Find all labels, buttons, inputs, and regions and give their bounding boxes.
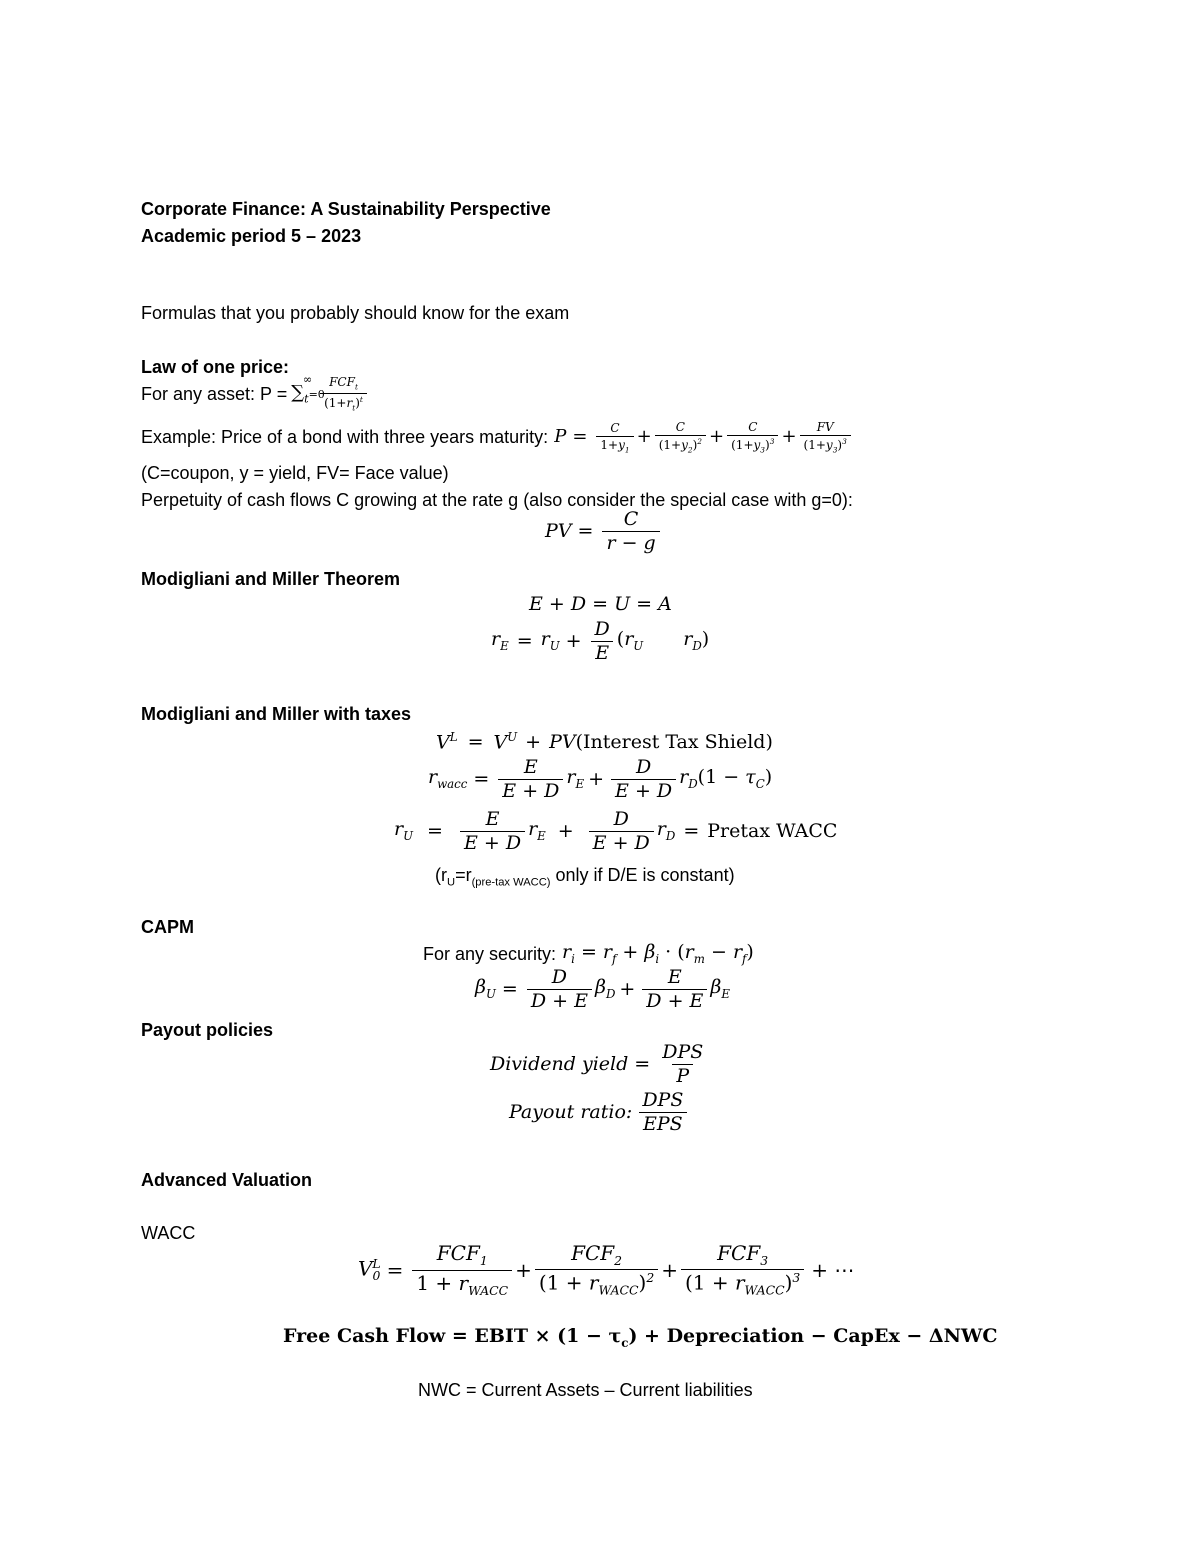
asset-price-label: For any asset: P = — [141, 383, 288, 404]
payout-heading: Payout policies — [141, 1020, 274, 1040]
wacc-formula: $r_{wacc}$ = $\frac{E}{E + D}$ $r_E$ + $\frac{D}{E + D}$ $r_D(1 - \tau_C)$ — [428, 756, 773, 802]
levered-value-formula: $V^L$ = $V^U$ + PV (Interest Tax Shield) — [436, 730, 773, 754]
mm-return-on-equity-formula: $r_E$ = $r_U$ + $\frac{D}{E}$ ($r_U$ $r_D$) — [491, 618, 710, 664]
wacc-valuation-formula: $V_0^L$ = $\frac{FCF_1}{1 + r_{WACC}}$ + $\frac{FCF_2}{(1 + r_{WACC})^2}$ + $\frac{FCF_3}{(1 + r_{WACC})^3}$ + ⋯ — [358, 1241, 855, 1299]
dividend-yield-label: Dividend yield = — [490, 1053, 651, 1075]
law-of-one-price-heading: Law of one price: — [141, 357, 290, 377]
mm-heading: Modigliani and Miller Theorem — [141, 569, 401, 589]
pretax-wacc-note: ($r_U=r_{(pre-tax WACC)}$ only if D/E is constant) — [435, 865, 735, 889]
pretax-wacc-label: Pretax WACC — [707, 820, 838, 842]
pretax-wacc-formula: $r_U$ = $\frac{E}{E + D}$ $r_E$ + $\frac{D}{E + D}$ $r_D$ = Pretax WACC — [394, 808, 838, 854]
wacc-label: WACC — [141, 1223, 196, 1243]
capm-security-label: For any security: — [423, 944, 557, 965]
mm-identity-formula: E + D = U = A — [529, 593, 672, 615]
dividend-yield-formula: Dividend yield = $\frac{\text{DPS}}{P}$ — [490, 1041, 704, 1087]
document-title: Corporate Finance: A Sustainability Perspective — [141, 199, 551, 219]
bond-example-label: Example: Price of a bond with three years maturity: — [141, 427, 549, 448]
capm-formula: For any security: $r_i = r_f + \beta_i \cdot (r_m - r_f)$ — [423, 941, 754, 966]
payout-ratio-label: Payout ratio: — [509, 1101, 633, 1123]
perpetuity-label: Perpetuity of cash flows C growing at the rate g (also consider the special case with g=0): — [141, 490, 853, 510]
asset-price-formula: For any asset: P = $\sum_t=0^\infty$ $\frac{FCF_t}{(1+r_t)^t}$ — [141, 376, 370, 412]
bond-price-formula: Example: Price of a bond with three years maturity: P = $\frac{C}{1+y_1}$ + $\frac{C}{(1+y_2)^2}$ + $\frac{C}{(1+y_3)^3}$ + $\frac{FV}{(1+y_3)^3}$ — [141, 421, 854, 454]
nwc-formula: NWC = Current Assets – Current liabilities — [418, 1380, 753, 1400]
capm-heading: CAPM — [141, 917, 194, 937]
academic-period: Academic period 5 – 2023 — [141, 226, 362, 246]
free-cash-flow-formula: Free Cash Flow = EBIT × $(1 - \tau_c)$ + Depreciation − CapEx − ΔNWC — [283, 1325, 998, 1350]
advanced-valuation-heading: Advanced Valuation — [141, 1170, 313, 1190]
tax-shield-text: (Interest Tax Shield) — [575, 730, 773, 753]
bond-legend: (C=coupon, y = yield, FV= Face value) — [141, 463, 449, 483]
perpetuity-formula: PV = $\frac{C}{r - g}$ — [545, 510, 663, 553]
payout-ratio-formula: Payout ratio: $\frac{\text{DPS}}{\text{EPS}}$ — [509, 1091, 690, 1134]
unlevered-beta-formula: $\beta_U$ = $\frac{D}{D + E}$ $\beta_D$ + $\frac{E}{D + E}$ $\beta_E$ — [475, 966, 730, 1012]
intro-text: Formulas that you probably should know for the exam — [141, 303, 570, 323]
mm-taxes-heading: Modigliani and Miller with taxes — [141, 704, 412, 724]
